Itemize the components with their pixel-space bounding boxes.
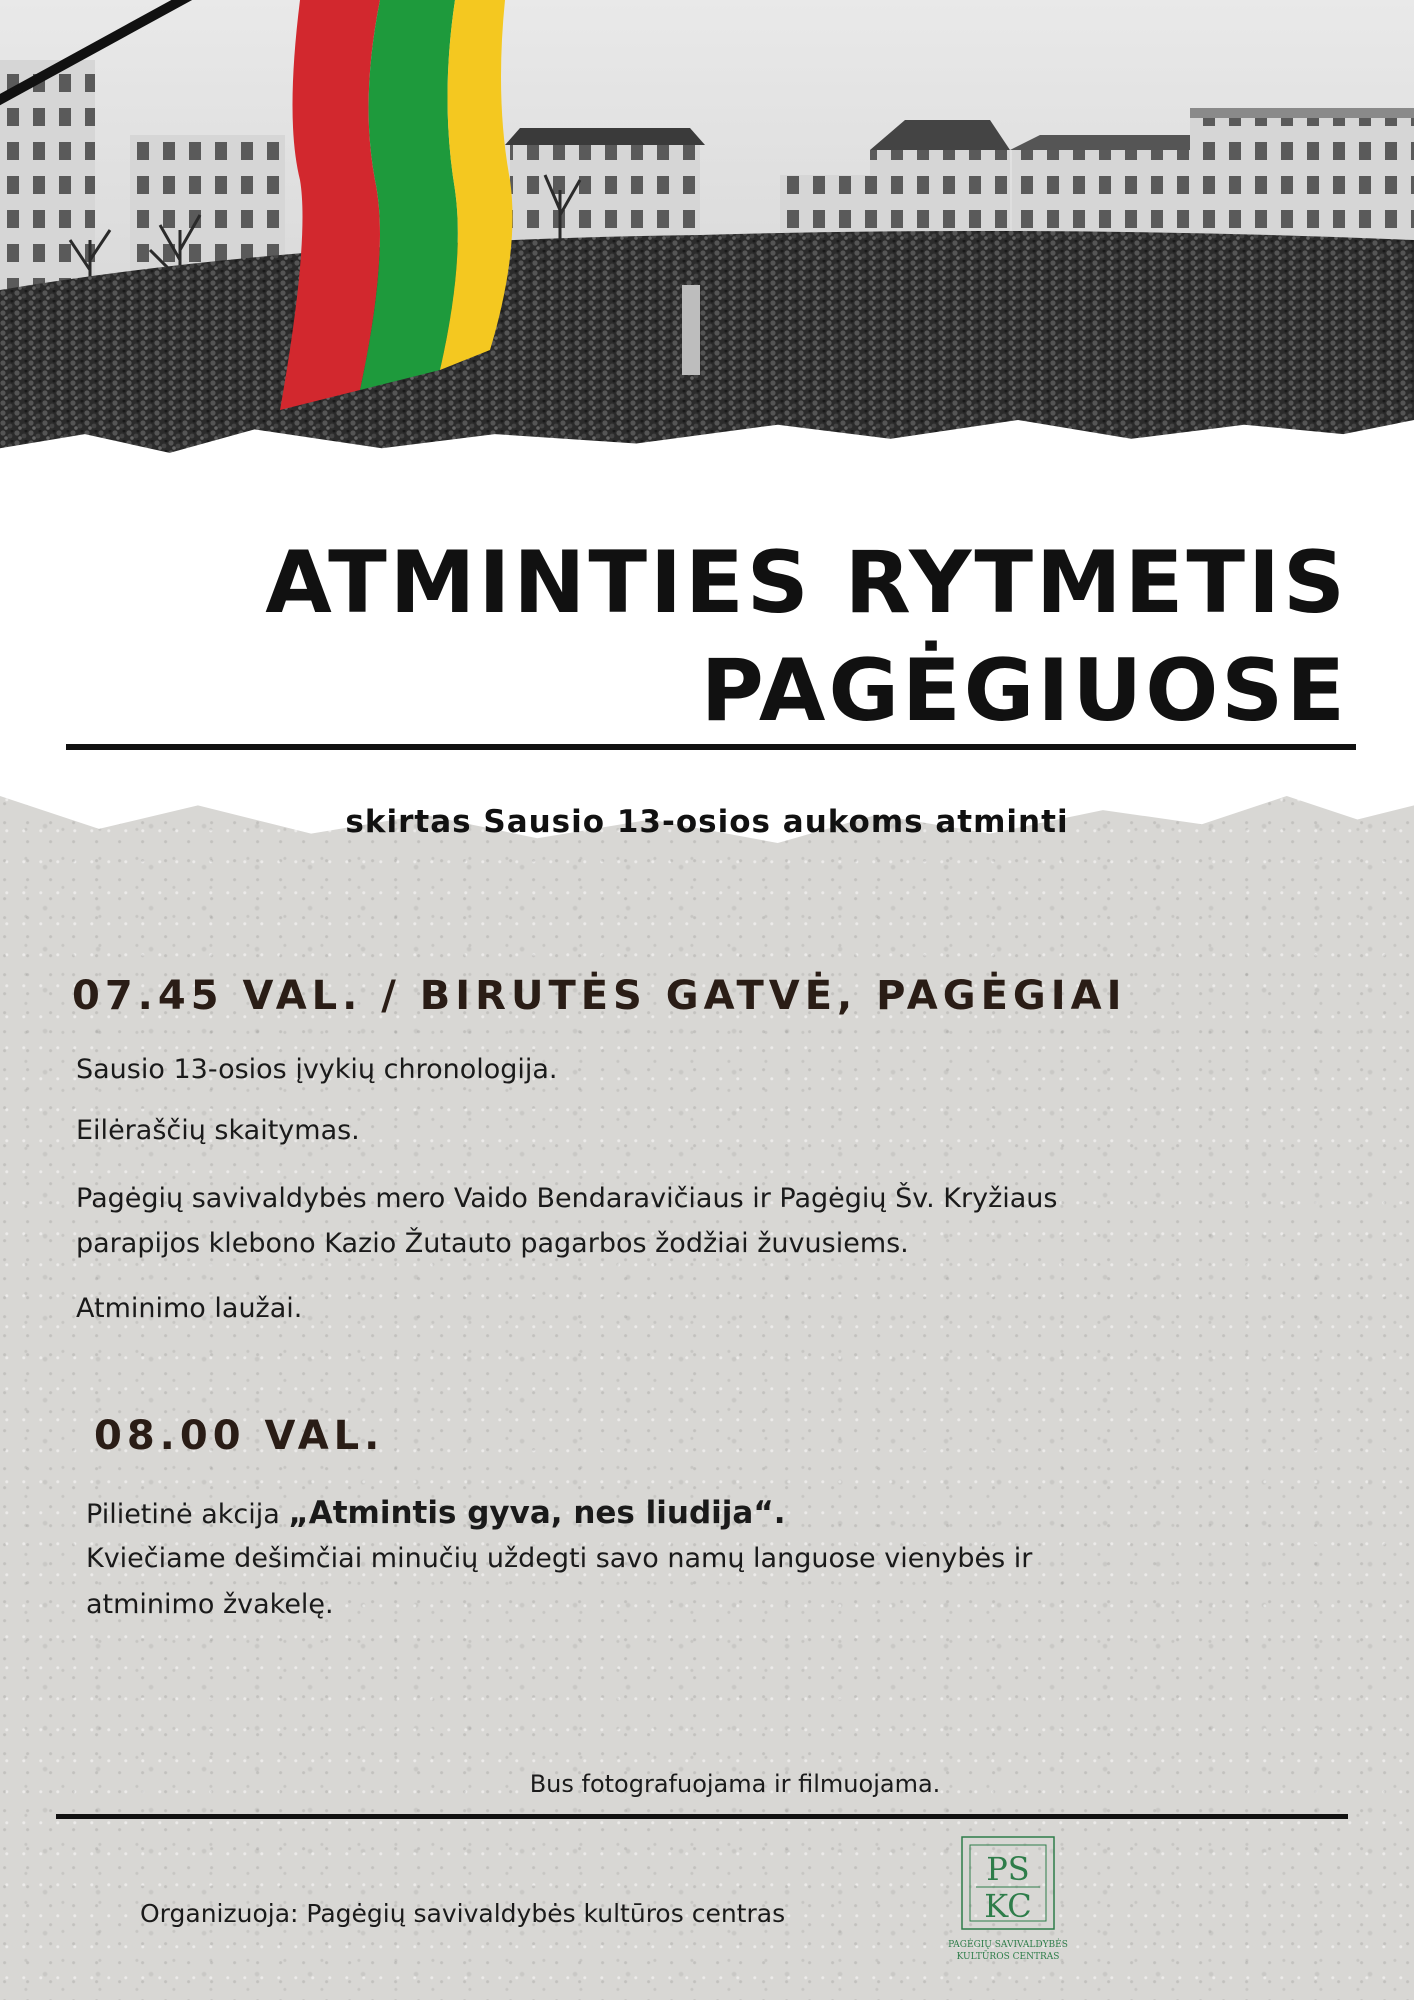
filming-note: Bus fotografuojama ir filmuojama. [529, 1770, 941, 1798]
section2-action-name: „Atmintis gyva, nes liudija“. [288, 1495, 786, 1531]
section1-item-speech-line1: Pagėgių savivaldybės mero Vaido Bendaravičiaus ir Pagėgių Šv. Kryžiaus [76, 1183, 1058, 1214]
title-divider [66, 744, 1356, 750]
logo-letters-top: PS [986, 1850, 1030, 1888]
header-photo-crowd-square [0, 0, 1414, 500]
organizer-text: Organizuoja: Pagėgių savivaldybės kultūros centras [140, 1899, 786, 1928]
lithuanian-flag [280, 0, 513, 410]
section2-invite-line2: atminimo žvakelę. [86, 1589, 334, 1620]
pskc-logo [940, 1835, 1090, 1965]
section1-item-bonfires: Atminimo laužai. [76, 1293, 303, 1324]
section2-lead: Pilietinė akcija [86, 1499, 289, 1530]
subtitle: skirtas Sausio 13-osios aukoms atminti [345, 804, 1069, 840]
section1-item-chronology: Sausio 13-osios įvykių chronologija. [76, 1054, 558, 1085]
logo-letters-bottom: KC [984, 1887, 1032, 1925]
section1-item-poetry: Eilėraščių skaitymas. [76, 1115, 360, 1146]
section2-invite-line1: Kviečiame dešimčiai minučių uždegti savo namų languose vienybės ir [86, 1543, 1033, 1574]
section2-action-line [86, 1491, 786, 1537]
title-line1: ATMINTIES RYTMETIS [265, 533, 1348, 633]
section1-heading: 07.45 VAL. / BIRUTĖS GATVĖ, PAGĖGIAI [72, 973, 1127, 1019]
logo-caption-line1: PAGĖGIŲ SAVIVALDYBĖS [948, 1940, 1068, 1950]
logo-caption-line2: KULTŪROS CENTRAS [956, 1952, 1060, 1962]
section1-item-speech-line2: parapijos klebono Kazio Žutauto pagarbos žodžiai žuvusiems. [76, 1228, 909, 1259]
title-line2: PAGĖGIUOSE [700, 641, 1348, 741]
section2-heading: 08.00 VAL. [94, 1413, 385, 1459]
footer-divider [56, 1814, 1348, 1819]
